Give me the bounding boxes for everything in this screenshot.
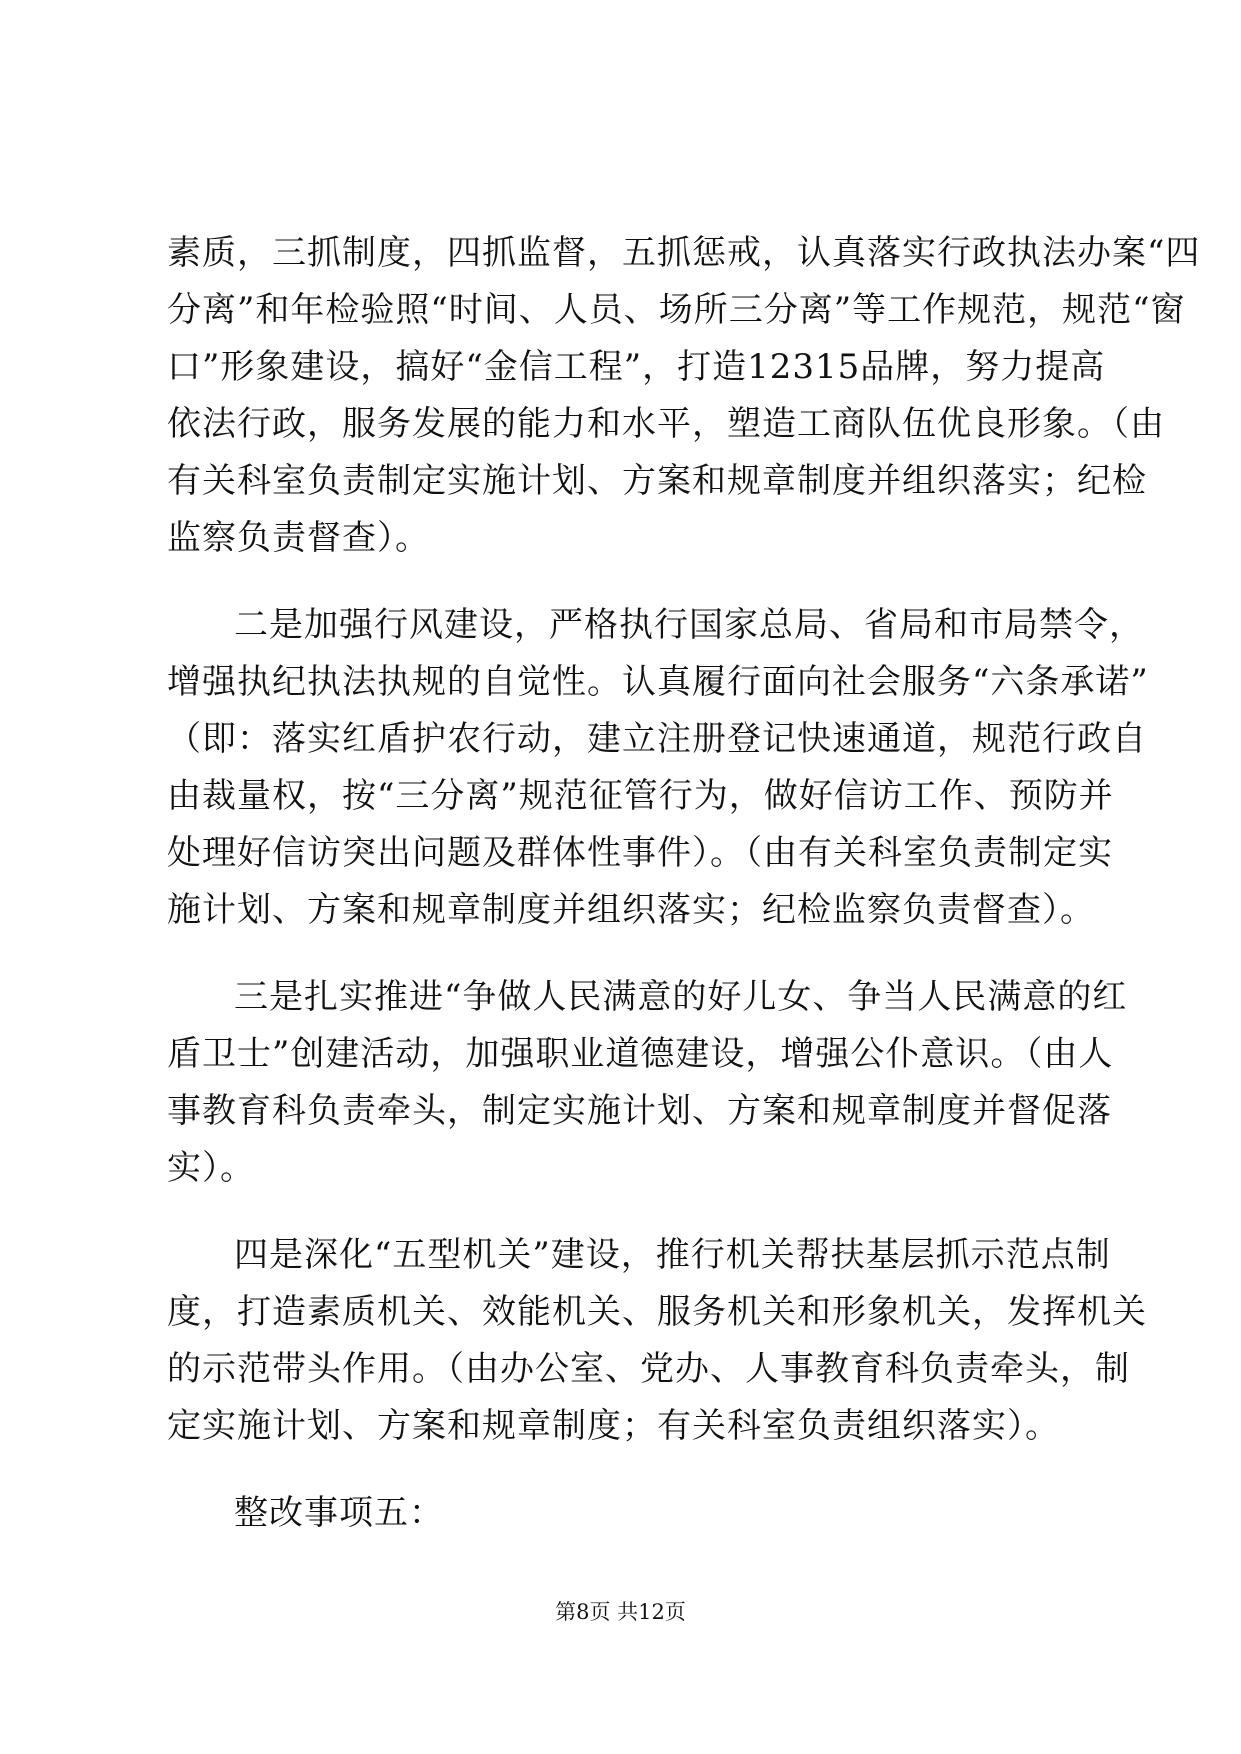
paragraph-first-line: 二是加强行风建设，严格执行国家总局、省局和市局禁令， bbox=[234, 605, 1144, 645]
text-line: （即：落实红盾护农行动，建立注册登记快速通道，规范行政自 bbox=[167, 719, 1147, 759]
page-number: 第8页 共12页 bbox=[555, 1600, 686, 1624]
text-line: 素质，三抓制度，四抓监督，五抓惩戒，认真落实行政执法办案“四 bbox=[167, 233, 1201, 273]
text-line: 处理好信访突出问题及群体性事件）。（由有关科室负责制定实 bbox=[167, 833, 1113, 873]
text-line: 有关科室负责制定实施计划、方案和规章制度并组织落实；纪检 bbox=[167, 461, 1147, 501]
section-heading: 整改事项五： bbox=[234, 1493, 444, 1533]
text-line: 定实施计划、方案和规章制度；有关科室负责组织落实）。 bbox=[167, 1406, 1060, 1446]
text-line: 分离”和年检验照“时间、人员、场所三分离”等工作规范，规范“窗 bbox=[167, 290, 1186, 330]
text-line: 增强执纪执法执规的自觉性。认真履行面向社会服务“六条承诺” bbox=[167, 662, 1149, 702]
paragraph-first-line: 三是扎实推进“争做人民满意的好儿女、争当人民满意的红 bbox=[234, 977, 1128, 1017]
text-line: 依法行政，服务发展的能力和水平，塑造工商队伍优良形象。（由 bbox=[167, 404, 1165, 444]
text-line: 由裁量权，按“三分离”规范征管行为，做好信访工作、预防并 bbox=[167, 776, 1114, 816]
text-line: 度，打造素质机关、效能机关、服务机关和形象机关，发挥机关 bbox=[167, 1292, 1147, 1332]
text-line: 监察负责督查）。 bbox=[167, 518, 430, 558]
text-line: 施计划、方案和规章制度并组织落实；纪检监察负责督查）。 bbox=[167, 890, 1095, 930]
text-line: 事教育科负责牵头，制定实施计划、方案和规章制度并督促落 bbox=[167, 1091, 1112, 1131]
paragraph-first-line: 四是深化“五型机关”建设，推行机关帮扶基层抓示范点制 bbox=[234, 1235, 1111, 1275]
text-line: 口”形象建设，搞好“金信工程”，打造12315品牌，努力提高 bbox=[167, 347, 1106, 387]
text-line: 盾卫士”创建活动，加强职业道德建设，增强公仆意识。（由人 bbox=[167, 1034, 1114, 1074]
text-line: 的示范带头作用。（由办公室、党办、人事教育科负责牵头，制 bbox=[167, 1349, 1130, 1389]
text-line: 实）。 bbox=[167, 1148, 255, 1188]
